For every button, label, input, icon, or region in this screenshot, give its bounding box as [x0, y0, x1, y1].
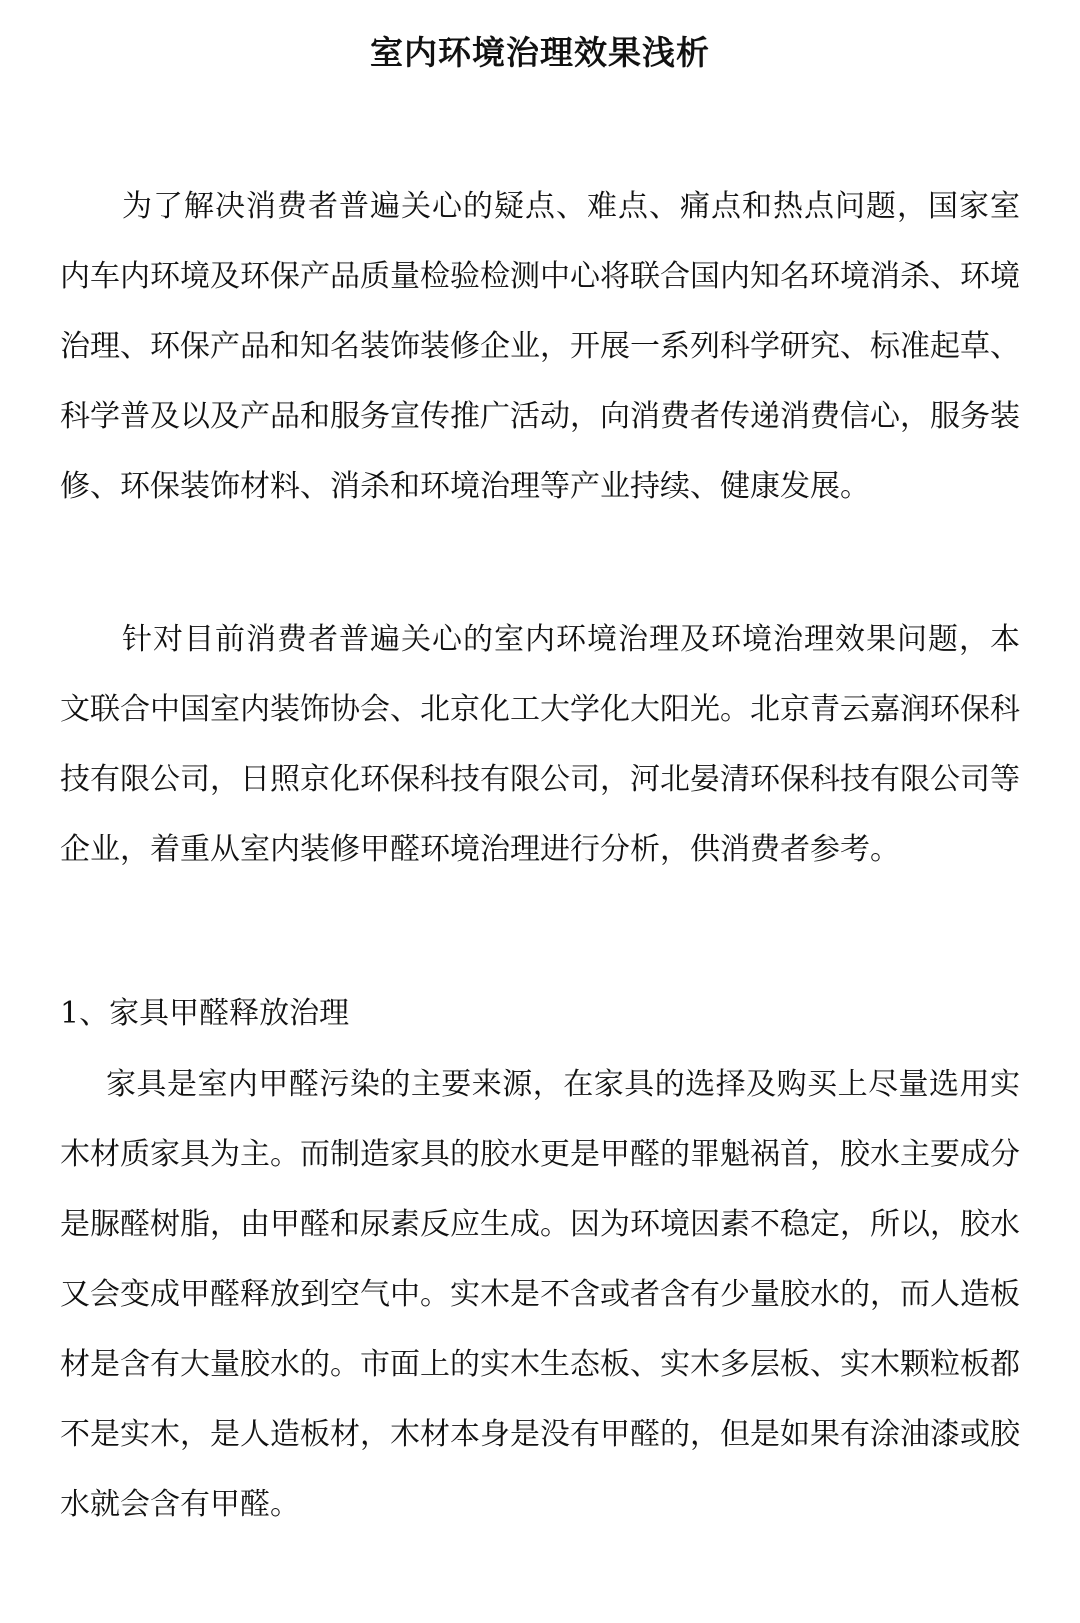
- intro-paragraph: 为了解决消费者普遍关心的疑点、难点、痛点和热点问题，国家室内车内环境及环保产品质量检验检测中心将联合国内知名环境消杀、环境治理、环保产品和知名装饰装修企业，开展一系列科学研究、标准起草、科学普及以及产品和服务宣传推广活动，向消费者传递消费信心，服务装修、环保装饰材料、消杀和环境治理等产业持续、健康发展。: [60, 189, 1020, 504]
- scope-paragraph: 针对目前消费者普遍关心的室内环境治理及环境治理效果问题，本文联合中国室内装饰协会、北京化工大学化大阳光。北京青云嘉润环保科技有限公司，日照京化环保科技有限公司，河北晏清环保科技有限公司等企业，着重从室内装修甲醛环境治理进行分析，供消费者参考。: [60, 622, 1020, 867]
- furniture-paragraph: 家具是室内甲醛污染的主要来源，在家具的选择及购买上尽量选用实木材质家具为主。而制造家具的胶水更是甲醛的罪魁祸首，胶水主要成分是脲醛树脂，由甲醛和尿素反应生成。因为环境因素不稳定，所以，胶水又会变成甲醛释放到空气中。实木是不含或者含有少量胶水的，而人造板材是含有大量胶水的。市面上的实木生态板、实木多层板、实木颗粒板都不是实木，是人造板材，木材本身是没有甲醛的，但是如果有涂油漆或胶水就会含有甲醛。: [60, 1067, 1020, 1522]
- document-title: 室内环境治理效果浅析: [370, 33, 710, 72]
- section-heading-furniture: 1、家具甲醛释放治理: [60, 996, 350, 1031]
